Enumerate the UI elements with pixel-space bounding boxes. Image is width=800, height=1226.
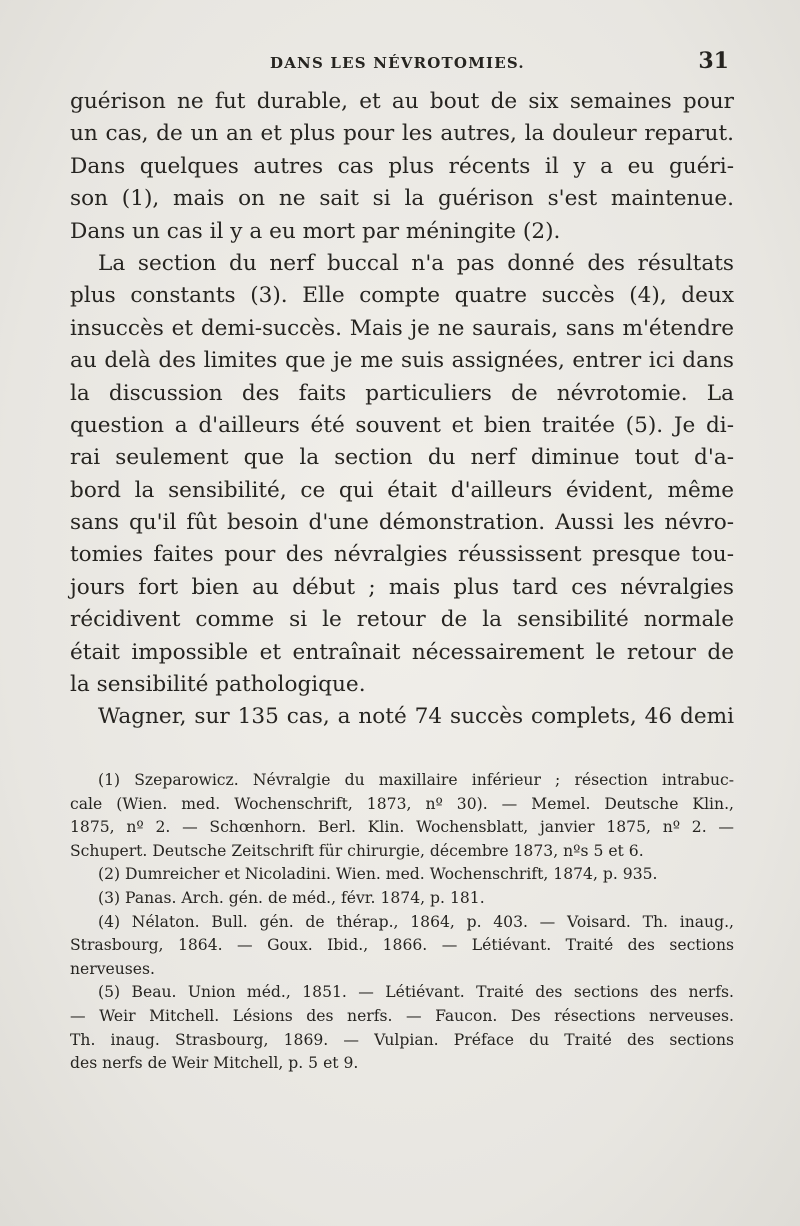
footnote-line: (3) Panas. Arch. gén. de méd., févr. 1874, p. 181. — [98, 888, 485, 907]
text-line: au delà des limites que je me suis assignées, entrer ici dans — [70, 348, 734, 374]
footnote-line: (4) Nélaton. Bull. gén. de thérap., 1864, p. 403. — Voisard. Th. inaug., — [98, 912, 734, 931]
text-line: un cas, de un an et plus pour les autres, la douleur reparut. — [70, 121, 734, 147]
footnote-line: nerveuses. — [70, 959, 155, 978]
footnote-line: Th. inaug. Strasbourg, 1869. — Vulpian. Préface du Traité des sections — [70, 1030, 734, 1049]
text-line: question a d'ailleurs été souvent et bien traitée (5). Je di- — [70, 412, 734, 438]
text-line: insuccès et demi-succès. Mais je ne saurais, sans m'étendre — [70, 315, 734, 341]
text-line: Dans un cas il y a eu mort par méningite (2). — [70, 218, 561, 244]
page-header — [70, 50, 735, 78]
footnote-line: 1875, nº 2. — Schœnhorn. Berl. Klin. Wochensblatt, janvier 1875, nº 2. — — [70, 818, 734, 837]
text-line: rai seulement que la section du nerf diminue tout d'a- — [70, 445, 734, 471]
footnote-line: cale (Wien. med. Wochenschrift, 1873, nº 30). — Memel. Deutsche Klin., — [70, 794, 734, 813]
text-line: la sensibilité pathologique. — [70, 672, 366, 698]
text-line: guérison ne fut durable, et au bout de six semaines pour — [70, 89, 734, 114]
text-line: récidivent comme si le retour de la sensibilité normale — [70, 607, 734, 633]
footnote-line: (2) Dumreicher et Nicoladini. Wien. med. Wochenschrift, 1874, p. 935. — [98, 865, 658, 884]
text-line: était impossible et entraînait nécessairement le retour de — [70, 639, 734, 665]
text-line: son (1), mais on ne sait si la guérison s'est maintenue. — [70, 186, 734, 212]
page-number: 31 — [698, 48, 729, 74]
text-line: jours fort bien au début ; mais plus tard ces névralgies — [70, 574, 734, 600]
text-line: tomies faites pour des névralgies réussissent presque tou- — [70, 542, 734, 568]
text-line: la discussion des faits particuliers de névrotomie. La — [70, 380, 734, 406]
footnote-line: — Weir Mitchell. Lésions des nerfs. — Faucon. Des résections nerveuses. — [70, 1006, 734, 1025]
footnote-line: des nerfs de Weir Mitchell, p. 5 et 9. — [70, 1054, 359, 1073]
footnote-line: Strasbourg, 1864. — Goux. Ibid., 1866. — Létiévant. Traité des sections — [70, 936, 734, 955]
text-line: plus constants (3). Elle compte quatre succès (4), deux — [70, 283, 734, 309]
footnote-line: (5) Beau. Union méd., 1851. — Létiévant. Traité des sections des nerfs. — [98, 983, 734, 1002]
footnote-line: (1) Szeparowicz. Névralgie du maxillaire inférieur ; résection intrabuc- — [98, 771, 734, 789]
footnotes — [70, 769, 734, 1076]
text-line: Dans quelques autres cas plus récents il y a eu guéri- — [70, 153, 734, 179]
text-line: sans qu'il fût besoin d'une démonstration. Aussi les névro- — [70, 510, 734, 536]
text-line: La section du nerf buccal n'a pas donné des résultats — [98, 250, 734, 276]
text-line: bord la sensibilité, ce qui était d'ailleurs évident, même — [70, 477, 734, 503]
text-line: Wagner, sur 135 cas, a noté 74 succès complets, 46 demi — [98, 704, 734, 730]
body-text — [70, 86, 734, 734]
running-head: DANS LES NÉVROTOMIES. — [270, 54, 525, 72]
footnote-line: Schupert. Deutsche Zeitschrift für chirurgie, décembre 1873, nºs 5 et 6. — [70, 841, 644, 860]
